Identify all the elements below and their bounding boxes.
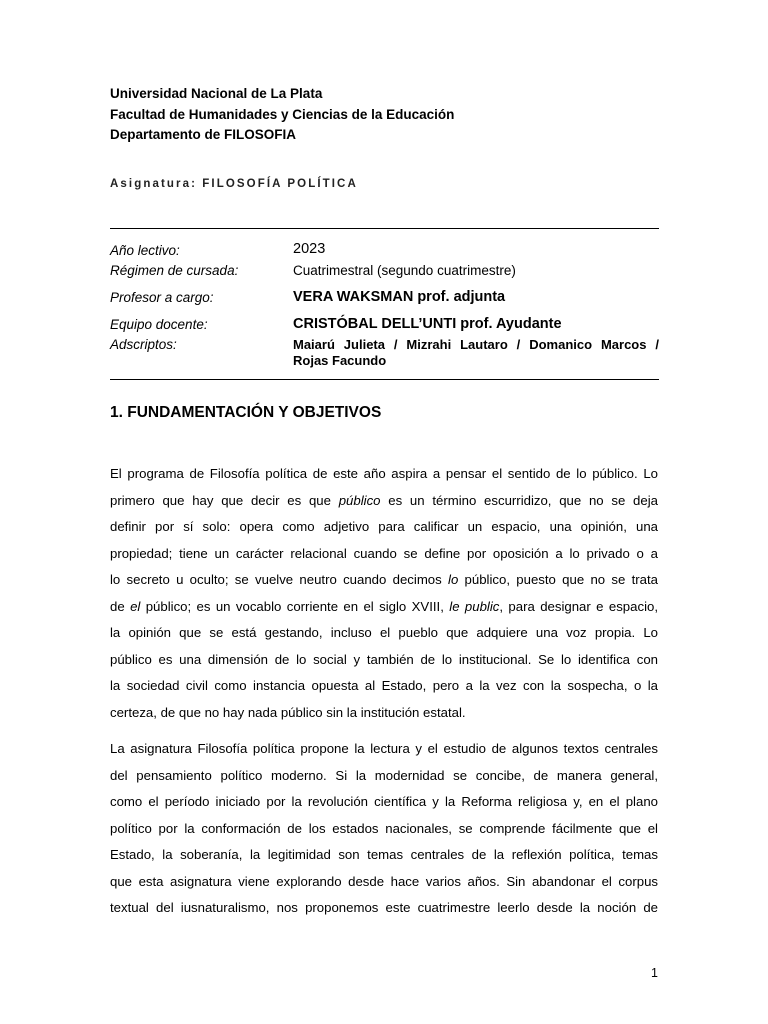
paragraph-line: la opinión que se está gestando, incluso el pueblo que adquiere una voz propia. Lo <box>110 625 658 640</box>
emphasis-text: le public <box>449 598 500 614</box>
paragraph-line: definir por sí solo: opera como adjetivo para calificar un espacio, una opinión, una <box>110 519 658 534</box>
text-run: es un término escurridizo, que no se deja <box>380 492 658 508</box>
paragraph-line <box>110 567 658 594</box>
emphasis-text: el <box>130 598 141 614</box>
top-divider <box>110 228 659 229</box>
emphasis-text: lo <box>448 572 459 587</box>
bottom-divider <box>110 379 659 380</box>
team-label: Equipo docente: <box>110 317 208 332</box>
year-label: Año lectivo: <box>110 243 180 258</box>
paragraph-line <box>110 488 658 515</box>
text-run: , para designar e espacio, <box>499 598 658 614</box>
university-name: Universidad Nacional de La Plata <box>110 86 323 101</box>
adscriptos-value-line2: Rojas Facundo <box>293 353 387 368</box>
adscriptos-label: Adscriptos: <box>110 337 177 352</box>
page-number: 1 <box>651 966 658 980</box>
professor-label: Profesor a cargo: <box>110 290 214 305</box>
faculty-name: Facultad de Humanidades y Ciencias de la Educación <box>110 106 455 122</box>
text-run: público, puesto que no se trata <box>458 572 658 587</box>
text-run: lo secreto u oculto; se vuelve neutro cuando decimos <box>110 572 449 587</box>
regime-value: Cuatrimestral (segundo cuatrimestre) <box>293 263 516 278</box>
paragraph-line: público es una dimensión de lo social y también de lo institucional. Se lo identifica con <box>110 651 658 667</box>
text-run: público; es un vocablo corriente en el siglo XVIII, <box>140 598 450 614</box>
team-value: CRISTÓBAL DELL’UNTI prof. Ayudante <box>293 316 562 332</box>
paragraph-line: Estado, la soberanía, la legitimidad son temas centrales de la reflexión política, temas <box>110 847 658 862</box>
institution-header <box>110 84 670 146</box>
paragraph-line: certeza, de que no hay nada público sin la institución estatal. <box>110 704 466 720</box>
section-title: 1. FUNDAMENTACIÓN Y OBJETIVOS <box>110 404 382 421</box>
paragraph-line: que esta asignatura viene explorando desde hace varios años. Sin abandonar el corpus <box>110 873 658 889</box>
adscriptos-value-line1: Maiarú Julieta / Mizrahi Lautaro / Domanico Marcos / <box>293 337 659 352</box>
paragraph-line: El programa de Filosofía política de este año aspira a pensar el sentido de lo público. Lo <box>110 466 658 481</box>
paragraph-2 <box>110 736 658 922</box>
paragraph-line <box>110 594 658 621</box>
text-run: primero que hay que decir es que <box>110 492 339 508</box>
paragraph-line: textual del iusnaturalismo, nos proponemos este cuatrimestre leerlo desde la noción de <box>110 900 658 915</box>
paragraph-line: la sociedad civil como instancia opuesta al Estado, pero a la vez con la sospecha, o la <box>110 678 658 693</box>
emphasis-text: público <box>338 492 381 508</box>
year-value: 2023 <box>293 241 326 257</box>
subject-title: Asignatura: FILOSOFÍA POLÍTICA <box>110 178 358 190</box>
professor-value: VERA WAKSMAN prof. adjunta <box>293 289 506 305</box>
paragraph-line: como el período iniciado por la revolución científica y la Reforma religiosa y, en el plano <box>110 794 658 809</box>
paragraph-1 <box>110 461 658 726</box>
paragraph-line: propiedad; tiene un carácter relacional cuando se define por oposición a lo privado o a <box>110 545 658 561</box>
paragraph-line: del pensamiento político moderno. Si la modernidad se concibe, de manera general, <box>110 767 658 783</box>
text-run: de <box>110 598 131 614</box>
regime-label: Régimen de cursada: <box>110 263 239 278</box>
paragraph-line: La asignatura Filosofía política propone la lectura y el estudio de algunos textos centrales <box>110 741 658 756</box>
paragraph-line: político por la conformación de los estados nacionales, se comprende fácilmente que el <box>110 820 658 836</box>
department-name: Departamento de FILOSOFIA <box>110 127 297 142</box>
